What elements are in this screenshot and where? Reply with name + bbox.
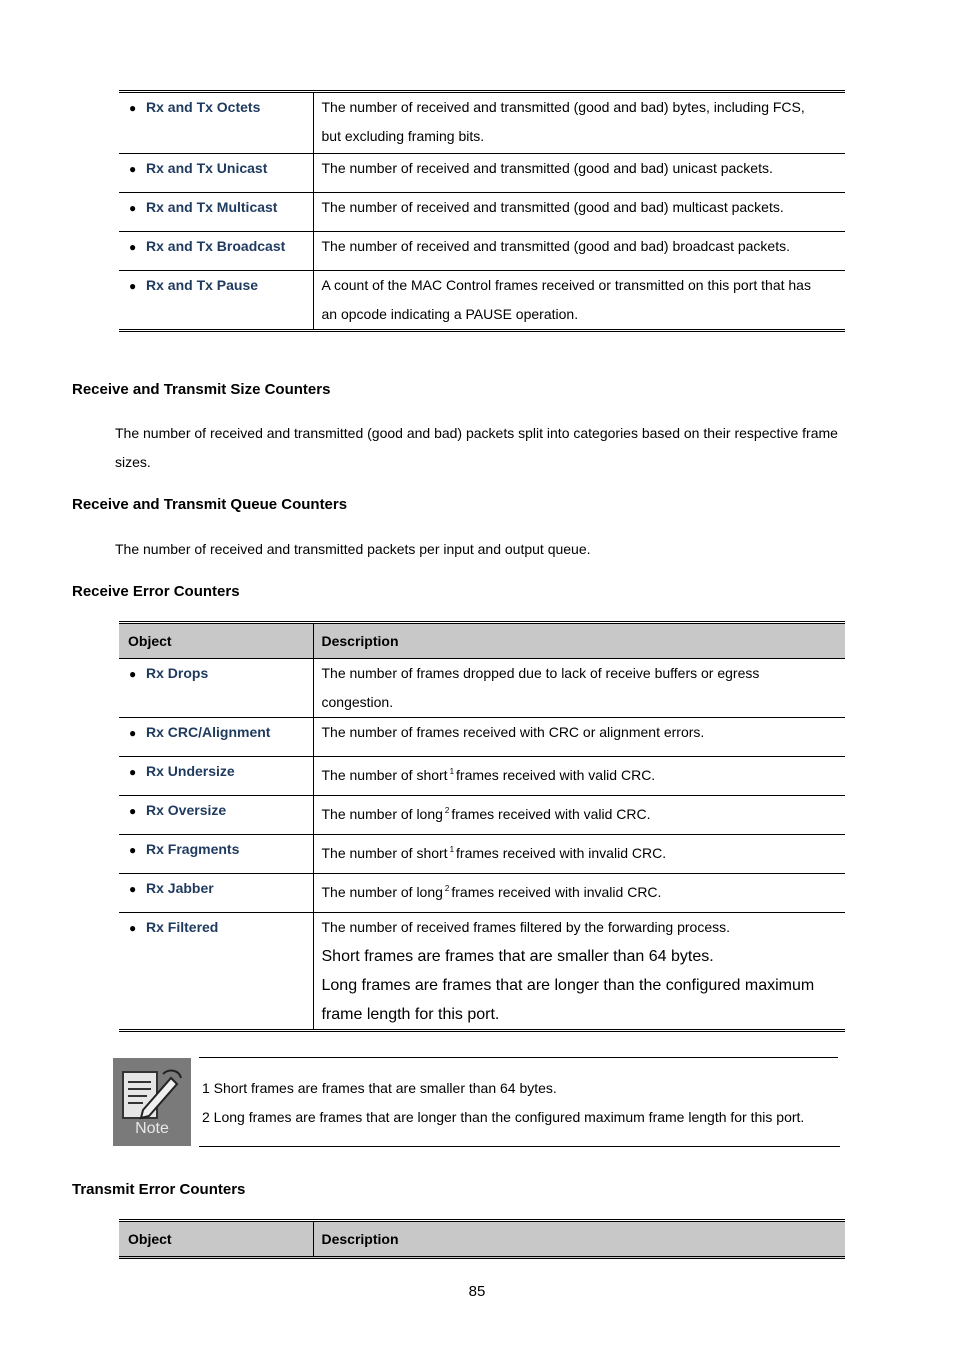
receive-error-table xyxy=(119,621,845,1032)
note-divider-bottom xyxy=(199,1146,840,1147)
section-heading: Receive Error Counters xyxy=(72,583,240,600)
section-heading: Transmit Error Counters xyxy=(72,1181,246,1198)
column-header-object: Object xyxy=(119,1221,313,1258)
object-name: Rx Filtered xyxy=(146,919,219,935)
table-header-row xyxy=(119,1221,845,1258)
footnote-ref: 2 xyxy=(444,806,450,815)
table-row xyxy=(119,92,845,154)
description-text: The number of received and transmitted (good and bad) unicast packets. xyxy=(321,160,773,176)
bullet-icon: ● xyxy=(129,201,137,215)
description-text: The number of short xyxy=(321,767,448,783)
description-text: frames received with invalid CRC. xyxy=(451,884,662,900)
bullet-icon: ● xyxy=(129,726,137,740)
table-header-row xyxy=(119,623,845,659)
object-name: Rx and Tx Multicast xyxy=(146,199,278,215)
object-name: Rx Fragments xyxy=(146,841,240,857)
table-row xyxy=(119,232,845,271)
bullet-icon: ● xyxy=(129,101,137,115)
column-header-description: Description xyxy=(313,1221,845,1258)
description-text: The number of frames dropped due to lack of receive buffers or egress xyxy=(321,665,760,681)
bullet-icon: ● xyxy=(129,921,137,935)
description-text: frames received with invalid CRC. xyxy=(456,845,667,861)
bullet-icon: ● xyxy=(129,667,137,681)
counters-table xyxy=(119,90,845,332)
table-row xyxy=(119,193,845,232)
column-header-object: Object xyxy=(119,623,313,659)
note-label: Note xyxy=(135,1120,169,1137)
footnote-ref: 2 xyxy=(444,884,450,893)
note-text: 2 Long frames are frames that are longer than the configured maximum frame length for this port. xyxy=(202,1109,805,1125)
description-text: The number of long xyxy=(321,884,443,900)
note-divider-top xyxy=(199,1057,838,1058)
note-text: 1 Short frames are frames that are smaller than 64 bytes. xyxy=(202,1080,557,1096)
bullet-icon: ● xyxy=(129,843,137,857)
table-row xyxy=(119,718,845,757)
object-name: Rx CRC/Alignment xyxy=(146,724,271,740)
table-row xyxy=(119,154,845,193)
description-text: congestion. xyxy=(321,694,394,710)
description-text: frames received with valid CRC. xyxy=(451,806,651,822)
description-text: but excluding framing bits. xyxy=(321,128,485,144)
description-text: Long frames are frames that are longer than the configured maximum xyxy=(321,977,815,994)
footnote-ref: 1 xyxy=(449,845,455,854)
description-text: frames received with valid CRC. xyxy=(456,767,656,783)
section-text: The number of received and transmitted packets per input and output queue. xyxy=(115,541,591,557)
section-text: The number of received and transmitted (good and bad) packets split into categories based on their respective frame xyxy=(115,425,838,441)
bullet-icon: ● xyxy=(129,882,137,896)
description-text: Short frames are frames that are smaller than 64 bytes. xyxy=(321,948,714,965)
description-text: The number of received and transmitted (good and bad) multicast packets. xyxy=(321,199,784,215)
section-text: sizes. xyxy=(115,454,151,470)
transmit-error-table xyxy=(119,1219,845,1259)
description-text: A count of the MAC Control frames received or transmitted on this port that has xyxy=(321,277,811,293)
object-name: Rx and Tx Pause xyxy=(146,277,259,293)
object-name: Rx and Tx Unicast xyxy=(146,160,268,176)
description-text: The number of received and transmitted (good and bad) broadcast packets. xyxy=(321,238,790,254)
description-text: The number of frames received with CRC or alignment errors. xyxy=(321,724,705,740)
description-text: The number of received and transmitted (good and bad) bytes, including FCS, xyxy=(321,99,805,115)
description-text: The number of received frames filtered by the forwarding process. xyxy=(321,919,731,935)
footnote-ref: 1 xyxy=(449,767,455,776)
bullet-icon: ● xyxy=(129,240,137,254)
description-text: The number of long xyxy=(321,806,443,822)
bullet-icon: ● xyxy=(129,765,137,779)
page-number: 85 xyxy=(468,1283,486,1300)
section-heading: Receive and Transmit Size Counters xyxy=(72,381,331,398)
table-row xyxy=(119,874,845,913)
note-icon xyxy=(113,1058,191,1146)
column-header-description: Description xyxy=(313,623,845,659)
table-row xyxy=(119,835,845,874)
description-text: an opcode indicating a PAUSE operation. xyxy=(321,306,579,322)
bullet-icon: ● xyxy=(129,804,137,818)
object-name: Rx Oversize xyxy=(146,802,227,818)
object-name: Rx and Tx Broadcast xyxy=(146,238,286,254)
object-name: Rx Undersize xyxy=(146,763,235,779)
bullet-icon: ● xyxy=(129,162,137,176)
table-row xyxy=(119,757,845,796)
description-text: The number of short xyxy=(321,845,448,861)
object-name: Rx and Tx Octets xyxy=(146,99,261,115)
object-name: Rx Drops xyxy=(146,665,209,681)
bullet-icon: ● xyxy=(129,279,137,293)
object-name: Rx Jabber xyxy=(146,880,214,896)
table-row xyxy=(119,913,845,1031)
description-text: frame length for this port. xyxy=(321,1006,500,1023)
table-row xyxy=(119,796,845,835)
table-row xyxy=(119,659,845,718)
section-heading: Receive and Transmit Queue Counters xyxy=(72,496,348,513)
table-row xyxy=(119,271,845,331)
